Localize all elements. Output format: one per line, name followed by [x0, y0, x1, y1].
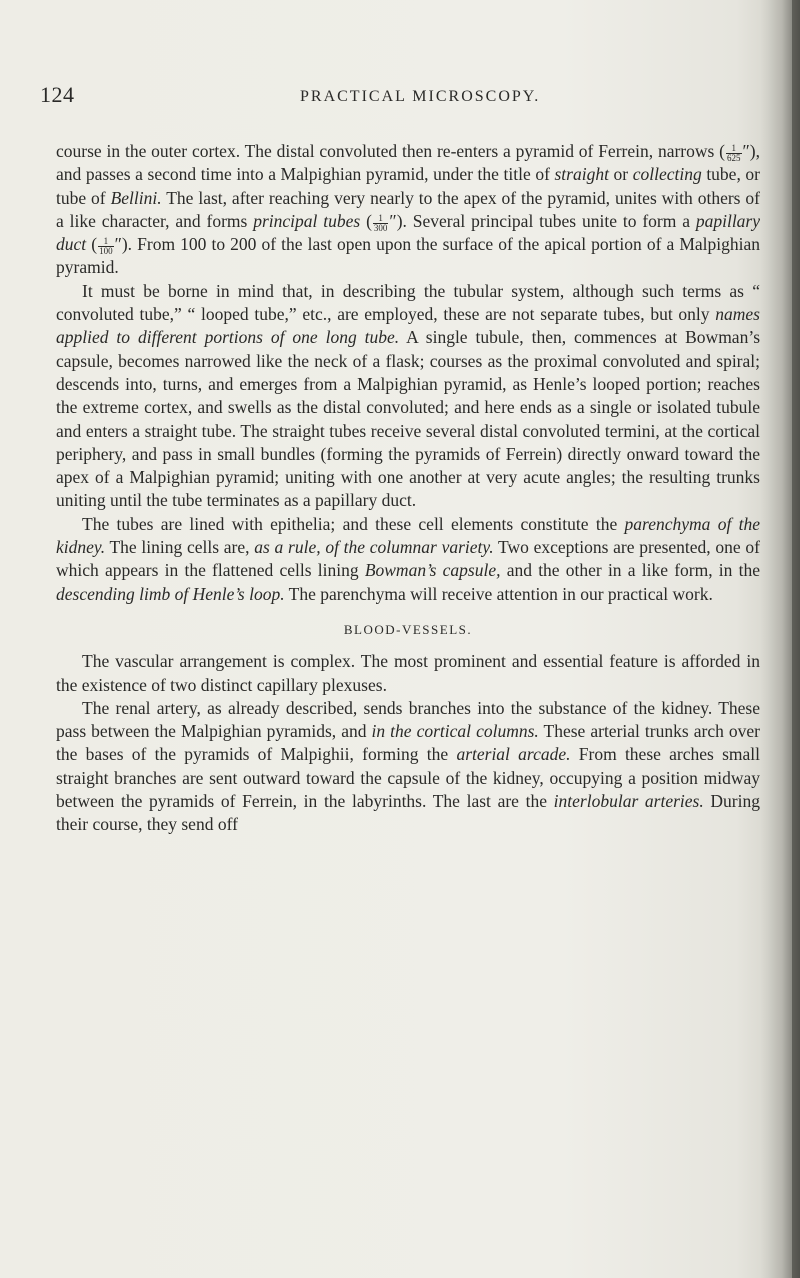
text-run: (	[86, 234, 98, 255]
text-run: ). Several principal tubes unite to form a	[396, 210, 696, 231]
text-run: tube, or tube of	[56, 164, 760, 208]
text-run: Two exceptions are presented, one of which appears in the flattened cells lining	[56, 537, 760, 581]
paragraph-3	[56, 513, 760, 606]
italic-term: collecting	[632, 164, 702, 185]
text-run: It must be borne in mind that, in describing the tubular system, although such terms as “ convoluted tube,” “ looped tube,” etc., are employed, these are not separate tubes, but only	[56, 280, 760, 325]
text-run: and the other in a like form, in the	[500, 560, 761, 581]
inch-mark: ″	[742, 141, 750, 161]
page-header	[40, 82, 760, 112]
text-run: ), and passes a second time into a Malpighian pyramid, under the title of	[56, 141, 760, 185]
fraction-numerator: 1	[373, 214, 389, 224]
text-run: These arterial trunks arch over the bases of the pyramids of Malpighii, forming the	[56, 721, 760, 765]
paragraph-2	[56, 280, 760, 513]
italic-term: Bowman’s capsule,	[364, 560, 501, 581]
italic-term: principal tubes	[253, 210, 361, 231]
page-edge-dark-strip	[792, 0, 800, 1278]
text-run: From these arches small straight branches are sent outward toward the capsule of the kidney, occupying a position midway between the pyramids of Ferrein, in the labyrinths. The last are the	[56, 744, 761, 812]
italic-term: as a rule, of the columnar variety.	[254, 537, 494, 558]
running-title: PRACTICAL MICROSCOPY.	[300, 88, 541, 105]
inch-mark: ″	[114, 234, 122, 255]
text-run: The lining cells are,	[105, 537, 255, 558]
fraction-numerator: 1	[726, 144, 742, 154]
fraction-1-100	[98, 237, 114, 256]
italic-term: arterial arcade.	[456, 744, 571, 765]
italic-term: straight	[554, 164, 609, 185]
text-run: or	[608, 164, 633, 185]
italic-term: papillary duct	[56, 210, 761, 255]
fraction-denominator: 100	[99, 246, 113, 257]
text-run: ). From 100 to 200 of the last open upon the surface of the apical portion of a Malpighian pyramid.	[56, 234, 761, 278]
page-number: 124	[40, 82, 75, 107]
paragraph-5	[56, 697, 760, 837]
text-run: During their course, they send off	[56, 791, 761, 835]
text-run: course in the outer cortex. The distal convoluted then re-enters a pyramid of Ferrein, narrows (	[56, 141, 725, 161]
text-run: The tubes are lined with epithelia; and these cell elements constitute the	[82, 513, 625, 534]
text-run: The vascular arrangement is complex. The most prominent and essential feature is afforded in the existence of two distinct capillary plexuses.	[56, 651, 760, 695]
text-run: The renal artery, as already described, sends branches into the substance of the kidney. These pass between the Malpighian pyramids, and	[56, 697, 760, 742]
paragraph-1	[56, 140, 760, 280]
italic-term: interlobular arteries.	[553, 791, 704, 812]
text-run: The last, after reaching very nearly to the apex of the pyramid, unites with others of a like character, and forms	[56, 187, 760, 231]
italic-term: names applied to different portions of one long tube.	[56, 304, 760, 348]
italic-term: Bellini.	[110, 187, 162, 208]
italic-term: descending limb of Henle’s loop.	[56, 583, 285, 604]
fraction-numerator: 1	[98, 237, 114, 247]
italic-term: parenchyma of the kidney.	[56, 513, 760, 558]
inch-mark: ″	[389, 210, 397, 231]
text-run: A single tubule, then, commences at Bowman’s capsule, becomes narrowed like the neck of a flask; courses as the proximal convoluted and spiral; descends into, turns, and emerges from a Malpighian pyramid, as Henle’s looped portion; reaches the extreme cortex, and swells as the distal convoluted; and here ends as a single or isolated tubule and enters a straight tube. The straight tubes receive several distal convoluted termini, at the cortical periphery, and pass in small bundles (forming the pyramids of Ferrein) directly onward toward the apex of a Malpighian pyramid; uniting with one another at very acute angles; the resulting trunks uniting until the tube terminates as a papillary duct.	[56, 327, 760, 511]
section-heading: BLOOD-VESSELS.	[343, 621, 473, 637]
fraction-denominator: 300	[373, 222, 388, 233]
fraction-1-625	[726, 144, 742, 163]
fraction-1-300	[373, 214, 389, 233]
text-run: The parenchyma will receive attention in our practical work.	[284, 583, 713, 604]
body-text	[56, 140, 760, 837]
italic-term: in the cortical columns.	[371, 721, 539, 742]
paragraph-4	[56, 650, 760, 697]
fraction-denominator: 625	[727, 153, 741, 163]
text-run: (	[360, 210, 372, 231]
